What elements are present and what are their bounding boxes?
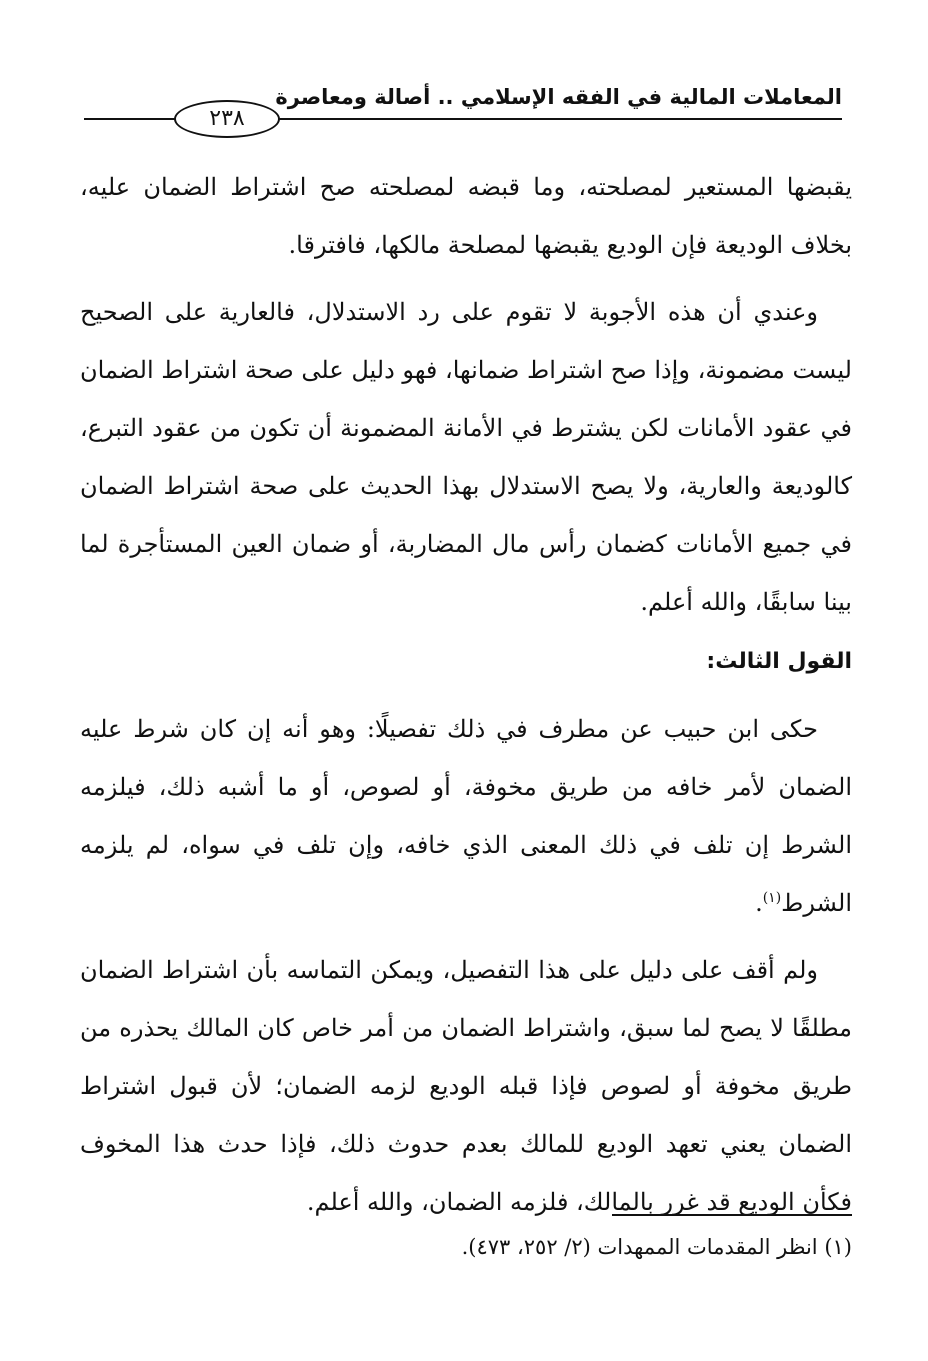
section-heading: القول الثالث: [706,649,852,674]
page-header [84,78,842,138]
page-number: ٢٣٨ [174,100,280,138]
paragraph-3 [80,700,852,932]
footnote-reference: (١) [762,890,782,906]
paragraph-2: وعندي أن هذه الأجوبة لا تقوم على رد الاستدلال، فالعارية على الصحيح ليست مضمونة، وإذا صح اشتراط ضمانها، فهو دليل على صحة اشتراط الضمان في عقود الأمانات لكن يشترط في الأمانة المضمونة أن تكون من عقود التبرع، كالوديعة والعارية، ولا يصح الاستدلال بهذا الحديث على صحة اشتراط الضمان في جميع الأمانات كضمان رأس مال المضاربة، أو ضمان العين المستأجرة لما بينا سابقًا، والله أعلم. [80,298,852,616]
footnote: (١) انظر المقدمات الممهدات (٢/ ٢٥٢، ٤٧٣). [461,1235,852,1259]
paragraph-3-text: حكى ابن حبيب عن مطرف في ذلك تفصيلًا: وهو أنه إن كان شرط عليه الضمان لأمر خافه من طريق مخوفة، أو لصوص، أو ما أشبه ذلك، فيلزمه الشرط إن تلف في ذلك المعنى الذي خافه، وإن تلف في سواه، لم يلزمه الشرط [80,715,852,917]
paragraph-1: يقبضها المستعير لمصلحته، وما قبضه لمصلحته صح اشتراط الضمان عليه، بخلاف الوديعة فإن الوديع يقبضها لمصلحة مالكها، فافترقا. [80,173,852,259]
paragraph-3-end: . [755,889,763,917]
paragraph-4: ولم أقف على دليل على هذا التفصيل، ويمكن التماسه بأن اشتراط الضمان مطلقًا لا يصح لما سبق، واشتراط الضمان من أمر خاص كان المالك يحذره من طريق مخوفة أو لصوص فإذا قبله الوديع لزمه الضمان؛ لأن قبول اشتراط الضمان يعني تعهد الوديع للمالك بعدم حدوث ذلك، فإذا حدث هذا المخوف فكأن الوديع قد غرر بالمالك، فلزمه الضمان، والله أعلم. [80,956,853,1216]
running-title: المعاملات المالية في الفقه الإسلامي .. أصالة ومعاصرة [275,85,842,109]
body-text [80,158,852,1231]
footnote-rule [612,1214,852,1216]
